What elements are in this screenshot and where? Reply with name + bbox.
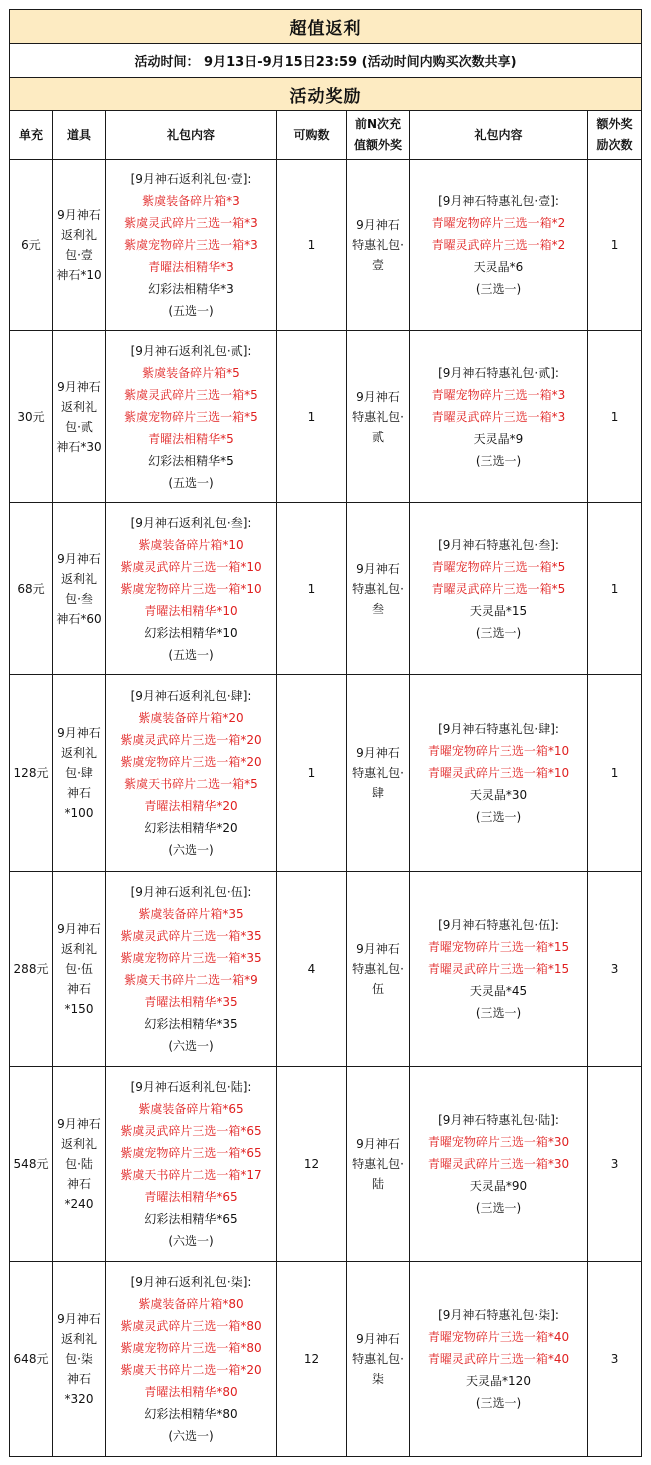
extra-gift-content bbox=[410, 675, 588, 872]
gift-line: 紫虞天书碎片二选一箱*5 bbox=[124, 777, 258, 791]
buy-count: 12 bbox=[277, 1067, 347, 1262]
gift-line: 青曜法相精华*3 bbox=[148, 260, 234, 274]
item-line: 包·叁 bbox=[65, 591, 93, 606]
gift-line: 紫虞灵武碎片三选一箱*10 bbox=[120, 559, 262, 574]
item-line: *100 bbox=[64, 806, 94, 820]
table-row bbox=[10, 675, 642, 872]
table-row bbox=[10, 160, 642, 331]
extra-pack-line: 9月神石 bbox=[356, 561, 400, 576]
gift-line: 青曜宠物碎片三选一箱*10 bbox=[427, 744, 570, 758]
gift-line: 紫虞宠物碎片三选一箱*5 bbox=[124, 409, 258, 424]
gift-line: (六选一) bbox=[168, 1234, 214, 1248]
item-cell bbox=[53, 1262, 106, 1457]
gift-line: 青曜法相精华*35 bbox=[144, 995, 238, 1009]
item-line: 9月神石 bbox=[57, 379, 101, 394]
header-content2: 礼包内容 bbox=[410, 111, 588, 160]
gift-line: (六选一) bbox=[168, 1039, 214, 1053]
gift-line: 青曜宠物碎片三选一箱*5 bbox=[431, 559, 566, 574]
gift-line: 青曜宠物碎片三选一箱*15 bbox=[427, 940, 570, 954]
item-line: 神石*10 bbox=[56, 268, 102, 282]
extra-pack-line: 特惠礼包· bbox=[352, 581, 404, 596]
item-line: 返利礼 bbox=[60, 571, 97, 586]
header-extra-line2: 励次数 bbox=[596, 138, 633, 152]
extra-gift-content bbox=[410, 503, 588, 675]
extra-pack-name bbox=[347, 503, 410, 675]
buy-count: 1 bbox=[277, 675, 347, 872]
gift-line: (六选一) bbox=[168, 843, 214, 857]
item-line: 神石 bbox=[66, 982, 91, 996]
item-line: 返利礼 bbox=[60, 399, 97, 414]
extra-gift-content bbox=[410, 872, 588, 1067]
extra-pack-line: 肆 bbox=[371, 786, 384, 800]
buy-count: 1 bbox=[277, 331, 347, 503]
table-row bbox=[10, 503, 642, 675]
gift-line: 天灵晶*120 bbox=[466, 1374, 531, 1388]
gift-line: [9月神石特惠礼包·陆]: bbox=[438, 1113, 559, 1127]
buy-count: 4 bbox=[277, 872, 347, 1067]
item-line: *320 bbox=[64, 1392, 94, 1406]
gift-line: 青曜法相精华*80 bbox=[144, 1385, 238, 1399]
gift-line: 青曜灵武碎片三选一箱*3 bbox=[431, 409, 566, 424]
recharge-amount: 6元 bbox=[10, 160, 53, 331]
extra-gift-content bbox=[410, 160, 588, 331]
rebate-sheet bbox=[9, 9, 641, 1457]
extra-pack-line: 叁 bbox=[371, 601, 384, 616]
item-line: 神石*60 bbox=[56, 611, 102, 626]
gift-line: 青曜灵武碎片三选一箱*30 bbox=[427, 1157, 570, 1171]
gift-line: 紫虞灵武碎片三选一箱*80 bbox=[120, 1319, 262, 1333]
gift-line: [9月神石特惠礼包·伍]: bbox=[438, 918, 559, 932]
gift-line: 青曜法相精华*20 bbox=[144, 799, 238, 813]
item-line: 神石 bbox=[66, 1372, 91, 1386]
gift-line: [9月神石特惠礼包·柒]: bbox=[438, 1308, 559, 1322]
header-item: 道具 bbox=[53, 111, 106, 160]
gift-line: 青曜宠物碎片三选一箱*2 bbox=[431, 216, 566, 230]
extra-pack-name bbox=[347, 331, 410, 503]
gift-line: 紫虞灵武碎片三选一箱*5 bbox=[124, 387, 258, 402]
gift-line: (三选一) bbox=[475, 453, 522, 468]
item-line: 返利礼 bbox=[60, 1137, 97, 1151]
buy-count: 1 bbox=[277, 160, 347, 331]
table-row bbox=[10, 1067, 642, 1262]
gift-line: 青曜灵武碎片三选一箱*40 bbox=[427, 1352, 570, 1366]
item-line: 包·壹 bbox=[65, 248, 93, 262]
gift-line: 幻彩法相精华*5 bbox=[148, 453, 234, 468]
extra-times: 1 bbox=[588, 331, 642, 503]
extra-pack-line: 9月神石 bbox=[356, 746, 400, 760]
extra-gift-content bbox=[410, 331, 588, 503]
extra-times: 1 bbox=[588, 160, 642, 331]
gift-line: 青曜灵武碎片三选一箱*5 bbox=[431, 581, 566, 596]
gift-line: 紫虞装备碎片箱*35 bbox=[138, 907, 244, 921]
gift-line: [9月神石返利礼包·伍]: bbox=[130, 885, 252, 899]
gift-line: 天灵晶*90 bbox=[469, 1179, 528, 1193]
gift-line: 紫虞灵武碎片三选一箱*35 bbox=[120, 929, 262, 943]
gift-line: 紫虞宠物碎片三选一箱*10 bbox=[120, 581, 262, 596]
gift-line: 紫虞宠物碎片三选一箱*80 bbox=[120, 1341, 262, 1355]
extra-pack-line: 9月神石 bbox=[356, 389, 400, 404]
gift-line: 天灵晶*30 bbox=[469, 788, 528, 802]
item-line: 神石*30 bbox=[56, 439, 102, 454]
reward-rows bbox=[10, 160, 642, 1457]
header-content: 礼包内容 bbox=[106, 111, 277, 160]
extra-gift-content bbox=[410, 1262, 588, 1457]
gift-line: 紫虞装备碎片箱*5 bbox=[142, 365, 240, 380]
gift-line: 紫虞宠物碎片三选一箱*35 bbox=[120, 951, 262, 965]
recharge-amount: 30元 bbox=[10, 331, 53, 503]
item-cell bbox=[53, 331, 106, 503]
gift-line: [9月神石特惠礼包·叁]: bbox=[438, 537, 559, 552]
gift-line: 紫虞天书碎片二选一箱*20 bbox=[120, 1363, 262, 1377]
header-extra-times bbox=[588, 111, 642, 160]
extra-times: 3 bbox=[588, 872, 642, 1067]
table-row bbox=[10, 331, 642, 503]
gift-line: 紫虞宠物碎片三选一箱*3 bbox=[124, 238, 258, 252]
item-line: 包·柒 bbox=[65, 1352, 93, 1366]
extra-pack-line: 伍 bbox=[371, 982, 384, 996]
extra-times: 3 bbox=[588, 1262, 642, 1457]
gift-line: 紫虞灵武碎片三选一箱*3 bbox=[124, 216, 258, 230]
gift-line: [9月神石返利礼包·柒]: bbox=[130, 1275, 252, 1289]
gift-line: 幻彩法相精华*10 bbox=[144, 625, 238, 640]
item-line: *150 bbox=[64, 1002, 94, 1016]
gift-content bbox=[106, 160, 277, 331]
gift-content bbox=[106, 1262, 277, 1457]
gift-line: (五选一) bbox=[168, 475, 214, 490]
item-line: *240 bbox=[64, 1197, 94, 1211]
extra-pack-line: 柒 bbox=[371, 1372, 384, 1386]
item-cell bbox=[53, 872, 106, 1067]
gift-line: 青曜灵武碎片三选一箱*2 bbox=[431, 238, 566, 252]
gift-line: (三选一) bbox=[475, 282, 522, 296]
item-line: 9月神石 bbox=[57, 208, 101, 222]
extra-pack-line: 特惠礼包· bbox=[352, 1352, 404, 1366]
extra-pack-line: 特惠礼包· bbox=[352, 238, 404, 252]
gift-line: 幻彩法相精华*3 bbox=[148, 282, 234, 296]
header-recharge: 单充 bbox=[10, 111, 53, 160]
rewards-title: 活动奖励 bbox=[10, 78, 642, 111]
activity-time: 活动时间： 9月13日-9月15日23:59 (活动时间内购买次数共享) bbox=[10, 44, 642, 78]
header-row bbox=[10, 111, 642, 160]
table-row bbox=[10, 1262, 642, 1457]
gift-content bbox=[106, 675, 277, 872]
recharge-amount: 648元 bbox=[10, 1262, 53, 1457]
extra-pack-line: 特惠礼包· bbox=[352, 409, 404, 424]
page-title: 超值返利 bbox=[10, 10, 642, 44]
gift-content bbox=[106, 1067, 277, 1262]
extra-times: 1 bbox=[588, 675, 642, 872]
gift-line: 青曜法相精华*5 bbox=[148, 431, 234, 446]
gift-line: 幻彩法相精华*80 bbox=[144, 1407, 238, 1421]
gift-line: 青曜灵武碎片三选一箱*15 bbox=[427, 962, 570, 976]
recharge-amount: 68元 bbox=[10, 503, 53, 675]
extra-pack-name bbox=[347, 675, 410, 872]
gift-line: 幻彩法相精华*35 bbox=[144, 1017, 238, 1031]
recharge-amount: 288元 bbox=[10, 872, 53, 1067]
gift-line: (三选一) bbox=[475, 810, 522, 824]
item-line: 包·贰 bbox=[65, 419, 93, 434]
gift-line: 紫虞宠物碎片三选一箱*20 bbox=[120, 755, 262, 769]
gift-line: 紫虞天书碎片二选一箱*9 bbox=[124, 973, 258, 987]
gift-line: 紫虞装备碎片箱*80 bbox=[138, 1297, 244, 1311]
gift-line: 青曜宠物碎片三选一箱*30 bbox=[427, 1135, 570, 1149]
gift-line: 紫虞灵武碎片三选一箱*20 bbox=[120, 733, 262, 747]
extra-pack-line: 特惠礼包· bbox=[352, 962, 404, 976]
item-line: 神石 bbox=[66, 1177, 91, 1191]
item-line: 返利礼 bbox=[60, 228, 97, 242]
extra-pack-line: 特惠礼包· bbox=[352, 766, 404, 780]
item-line: 包·肆 bbox=[65, 766, 93, 780]
item-line: 返利礼 bbox=[60, 1332, 97, 1346]
gift-content bbox=[106, 872, 277, 1067]
item-line: 包·陆 bbox=[65, 1157, 93, 1171]
item-line: 9月神石 bbox=[57, 1312, 101, 1326]
gift-line: [9月神石返利礼包·贰]: bbox=[130, 343, 252, 358]
gift-line: [9月神石特惠礼包·壹]: bbox=[438, 194, 559, 208]
item-cell bbox=[53, 160, 106, 331]
recharge-amount: 128元 bbox=[10, 675, 53, 872]
extra-pack-line: 特惠礼包· bbox=[352, 1157, 404, 1171]
gift-line: (三选一) bbox=[475, 625, 522, 640]
gift-line: 紫虞装备碎片箱*3 bbox=[142, 194, 240, 208]
gift-line: (五选一) bbox=[168, 647, 214, 662]
item-line: 神石 bbox=[66, 786, 91, 800]
gift-line: 天灵晶*9 bbox=[473, 431, 524, 446]
extra-pack-line: 贰 bbox=[371, 429, 384, 444]
gift-line: [9月神石返利礼包·壹]: bbox=[130, 172, 252, 186]
gift-line: [9月神石返利礼包·陆]: bbox=[130, 1080, 252, 1094]
gift-line: 幻彩法相精华*65 bbox=[144, 1212, 238, 1226]
gift-line: 青曜宠物碎片三选一箱*40 bbox=[427, 1330, 570, 1344]
header-buy-count: 可购数 bbox=[277, 111, 347, 160]
gift-line: (三选一) bbox=[475, 1396, 522, 1410]
gift-line: [9月神石返利礼包·肆]: bbox=[130, 689, 252, 703]
item-line: 9月神石 bbox=[57, 1117, 101, 1131]
item-line: 包·伍 bbox=[65, 962, 93, 976]
extra-pack-name bbox=[347, 160, 410, 331]
gift-line: 紫虞装备碎片箱*10 bbox=[138, 537, 244, 552]
header-first-n bbox=[347, 111, 410, 160]
gift-line: 紫虞宠物碎片三选一箱*65 bbox=[120, 1146, 262, 1160]
gift-line: 天灵晶*15 bbox=[469, 603, 528, 618]
gift-line: 紫虞装备碎片箱*65 bbox=[138, 1102, 244, 1116]
extra-gift-content bbox=[410, 1067, 588, 1262]
rebate-table bbox=[9, 9, 642, 1457]
buy-count: 12 bbox=[277, 1262, 347, 1457]
extra-pack-line: 壹 bbox=[371, 258, 384, 272]
gift-line: 青曜宠物碎片三选一箱*3 bbox=[431, 387, 566, 402]
header-first-n-line2: 值额外奖 bbox=[353, 138, 402, 152]
item-line: 9月神石 bbox=[57, 726, 101, 740]
item-cell bbox=[53, 503, 106, 675]
item-line: 返利礼 bbox=[60, 746, 97, 760]
extra-times: 1 bbox=[588, 503, 642, 675]
gift-line: 天灵晶*6 bbox=[473, 260, 524, 274]
recharge-amount: 548元 bbox=[10, 1067, 53, 1262]
gift-line: 幻彩法相精华*20 bbox=[144, 821, 238, 835]
extra-pack-line: 9月神石 bbox=[356, 1137, 400, 1151]
item-line: 返利礼 bbox=[60, 942, 97, 956]
gift-line: [9月神石特惠礼包·肆]: bbox=[438, 722, 559, 736]
extra-pack-line: 陆 bbox=[371, 1177, 384, 1191]
extra-pack-line: 9月神石 bbox=[356, 942, 400, 956]
header-first-n-line1: 前N次充 bbox=[354, 117, 402, 131]
gift-line: 青曜法相精华*10 bbox=[144, 603, 238, 618]
gift-line: 紫虞装备碎片箱*20 bbox=[138, 711, 244, 725]
gift-line: [9月神石返利礼包·叁]: bbox=[130, 515, 252, 530]
item-cell bbox=[53, 1067, 106, 1262]
gift-line: 青曜灵武碎片三选一箱*10 bbox=[427, 766, 570, 780]
item-line: 9月神石 bbox=[57, 922, 101, 936]
gift-line: (三选一) bbox=[475, 1201, 522, 1215]
table-row bbox=[10, 872, 642, 1067]
extra-pack-name bbox=[347, 1067, 410, 1262]
extra-times: 3 bbox=[588, 1067, 642, 1262]
gift-line: (六选一) bbox=[168, 1429, 214, 1443]
extra-pack-name bbox=[347, 1262, 410, 1457]
extra-pack-line: 9月神石 bbox=[356, 1332, 400, 1346]
header-extra-line1: 额外奖 bbox=[596, 117, 633, 131]
gift-line: 紫虞灵武碎片三选一箱*65 bbox=[120, 1124, 262, 1138]
gift-line: 青曜法相精华*65 bbox=[144, 1190, 238, 1204]
item-line: 9月神石 bbox=[57, 551, 101, 566]
gift-line: [9月神石特惠礼包·贰]: bbox=[438, 365, 559, 380]
extra-pack-line: 9月神石 bbox=[356, 218, 400, 232]
gift-line: (五选一) bbox=[168, 304, 214, 318]
gift-content bbox=[106, 503, 277, 675]
gift-line: (三选一) bbox=[475, 1006, 522, 1020]
buy-count: 1 bbox=[277, 503, 347, 675]
extra-pack-name bbox=[347, 872, 410, 1067]
gift-line: 紫虞天书碎片二选一箱*17 bbox=[120, 1168, 262, 1182]
item-cell bbox=[53, 675, 106, 872]
gift-line: 天灵晶*45 bbox=[469, 984, 528, 998]
gift-content bbox=[106, 331, 277, 503]
